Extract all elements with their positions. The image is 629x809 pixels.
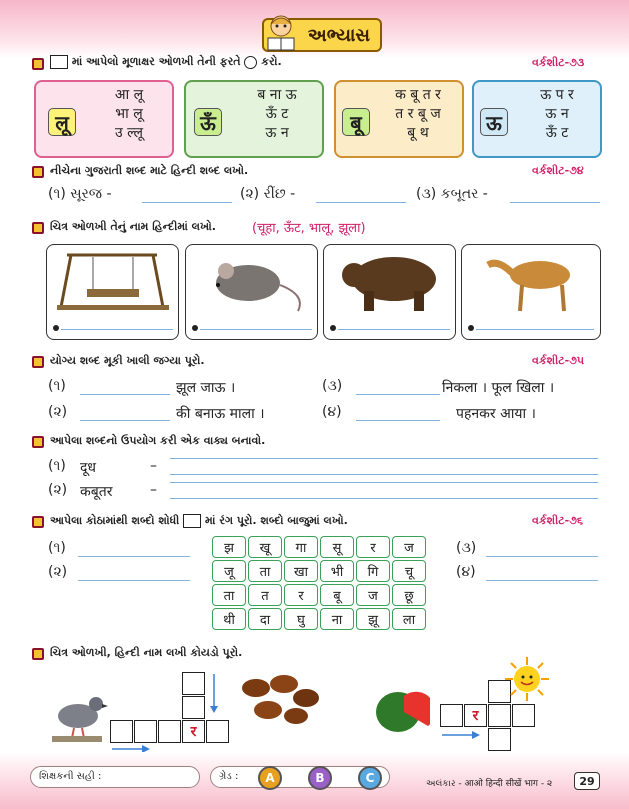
picture-card (461, 244, 601, 340)
section-bullet (32, 436, 44, 448)
given-word: दूध (80, 460, 97, 476)
translate-item: (૧) સૂરજ - (48, 186, 112, 202)
picture-card (323, 244, 456, 340)
page-title-text: અભ્યાસ (307, 24, 370, 46)
picture-answer-line[interactable] (476, 329, 594, 330)
grid-cell[interactable]: छू (392, 584, 426, 606)
grid-cell[interactable]: र (284, 584, 318, 606)
item-number: (૩) (322, 378, 343, 394)
sun-picture (504, 656, 550, 702)
fill-blank[interactable] (356, 394, 440, 395)
section-5-instruction: આપેલા શબ્દનો ઉપયોગ કરી એક વાક્ય બનાવો. (50, 434, 266, 447)
worksheet-label: વર્કશીટ-૭૫ (532, 354, 585, 367)
right-arrow-icon (442, 730, 482, 740)
puzzle-cell[interactable] (134, 720, 157, 743)
word-search-grid (212, 536, 430, 636)
section-bullet (32, 166, 44, 178)
mouse-picture (186, 245, 318, 315)
card-word[interactable]: ऊ न (545, 106, 569, 122)
grid-cell[interactable]: गि (356, 560, 390, 582)
grid-cell[interactable]: भी (320, 560, 354, 582)
fill-blank[interactable] (356, 420, 440, 421)
sentence-text: की बनाऊ माला । (176, 406, 265, 422)
section-2-instruction: નીચેના ગુજરાતી શબ્દ માટે હિન્દી શબ્દ લખો. (50, 164, 249, 177)
worksheet-label: વર્કશીટ-૭૪ (532, 164, 584, 177)
card-lines (372, 86, 464, 143)
grid-cell[interactable]: ज (392, 536, 426, 558)
puzzle-cell[interactable] (182, 696, 205, 719)
section-4-instruction: યોગ્ય શબ્દ મૂકી ખાલી જગ્યા પૂરો. (50, 354, 205, 367)
sentence-line[interactable] (170, 474, 598, 475)
section-6-text-b: માં રંગ પૂરો. શબ્દો બાજુમાં લખો. (205, 514, 348, 527)
word-answer-line[interactable] (78, 580, 190, 581)
card-lines (86, 86, 172, 143)
teacher-signature-box[interactable] (30, 766, 200, 788)
answer-box-icon (183, 514, 201, 528)
puzzle-cell[interactable] (206, 720, 229, 743)
sentence-text: निकला । फूल खिला । (442, 380, 555, 396)
section-6-text-a: આપેલા કોઠામાંથી શબ્દો શોધી (50, 514, 180, 527)
grid-cell[interactable]: थी (212, 608, 246, 630)
grade-a-badge[interactable]: A (258, 766, 282, 790)
circle-icon (244, 56, 257, 69)
grid-cell[interactable]: झ (212, 536, 246, 558)
card-word[interactable]: ऊँ ट (545, 125, 569, 141)
grid-cell[interactable]: दा (248, 608, 282, 630)
book-title: અલંકાર - आओ हिन्दी सीखें भाग - ૨ (426, 779, 553, 789)
section-6-instruction (50, 514, 348, 528)
fill-blank[interactable] (80, 420, 170, 421)
puzzle-cell[interactable] (182, 672, 205, 695)
grid-cell[interactable]: झू (356, 608, 390, 630)
section-bullet (32, 222, 44, 234)
down-arrow-icon (208, 674, 220, 714)
section-7-instruction: ચિત્ર ઓળખી, હિન્દી નામ લખી કોયડો પૂરો. (50, 646, 243, 659)
item-number: (૨) (48, 404, 68, 420)
grid-cell[interactable]: खू (248, 536, 282, 558)
grade-b-badge[interactable]: B (308, 766, 332, 790)
section-bullet (32, 58, 44, 70)
grid-cell[interactable]: गा (284, 536, 318, 558)
grid-cell[interactable]: ज (356, 584, 390, 606)
syllable-card (472, 80, 602, 158)
translate-item: (૩) કબૂતર - (416, 186, 488, 202)
card-big-letter: ऊ (480, 108, 508, 136)
picture-answer-line[interactable] (338, 329, 450, 330)
grid-cell[interactable]: र (356, 536, 390, 558)
card-word[interactable]: ऊ प र (540, 87, 574, 103)
page-number: 29 (574, 772, 600, 790)
card-word[interactable]: ब ना ऊ (257, 87, 297, 103)
section-3-instruction: ચિત્ર ઓળખી તેનું નામ હિન્દીમાં લખો. (50, 220, 216, 233)
puzzle-cell[interactable] (512, 704, 535, 727)
card-word[interactable]: क बू त र (395, 87, 441, 103)
puzzle-cell-given: र (182, 720, 205, 743)
section-bullet (32, 648, 44, 660)
dates-picture (236, 668, 322, 726)
puzzle-cell[interactable] (488, 728, 511, 751)
card-word[interactable]: आ लू (114, 87, 144, 103)
sentence-text: झूल जाऊ । (176, 380, 236, 396)
sentence-text: पहनकर आया । (456, 406, 536, 422)
translate-item: (૨) રીંછ - (240, 186, 296, 202)
word-hint: (चूहा, ऊँट, भालू, झूला) (252, 221, 366, 236)
grade-c-badge[interactable]: C (358, 766, 382, 790)
student-reading-icon (262, 12, 300, 52)
bear-picture (324, 245, 456, 315)
syllable-card (184, 80, 324, 158)
grid-cell[interactable]: जू (212, 560, 246, 582)
syllable-card (34, 80, 174, 158)
puzzle-cell[interactable] (440, 704, 463, 727)
section-1-text-a: માં આપેલો મૂળાક્ષર ઓળખી તેની ફરતે (71, 55, 241, 68)
card-lines (232, 86, 322, 143)
grid-cell[interactable]: बू (320, 584, 354, 606)
section-1-text-b: કરો. (261, 55, 282, 68)
watermelon-picture (374, 690, 430, 734)
fill-blank[interactable] (80, 394, 170, 395)
grid-cell[interactable]: ता (212, 584, 246, 606)
puzzle-cell[interactable] (158, 720, 181, 743)
picture-answer-line[interactable] (61, 329, 173, 330)
card-big-letter: ऊँ (194, 108, 222, 136)
grid-cell[interactable]: ता (248, 560, 282, 582)
word-answer-line[interactable] (78, 556, 190, 557)
grid-cell[interactable]: त (248, 584, 282, 606)
grade-label: ગ્રેડ : (219, 771, 239, 782)
grid-cell[interactable]: सू (320, 536, 354, 558)
pigeon-picture (48, 684, 110, 744)
grid-cell[interactable]: खा (284, 560, 318, 582)
sentence-line[interactable] (170, 482, 598, 483)
worksheet-label: વર્કશીટ-૭૩ (532, 56, 585, 69)
section-1-instruction (50, 55, 282, 69)
item-number: (૪) (322, 404, 342, 420)
picture-card (46, 244, 179, 340)
card-word[interactable]: भा लू (115, 106, 143, 122)
worksheet-label: વર્કશીટ-૭૬ (532, 514, 584, 527)
card-word[interactable]: उ ल्लू (115, 125, 143, 141)
item-number: (૨) (48, 482, 68, 498)
card-word[interactable]: बू थ (407, 125, 429, 141)
card-big-letter: बू (342, 108, 370, 136)
item-number: (૩) (456, 540, 477, 556)
word-answer-line[interactable] (486, 580, 598, 581)
item-number: (૧) (48, 458, 66, 474)
card-word[interactable]: ऊँ ट (265, 106, 289, 122)
card-word[interactable]: त र बू ज (395, 106, 441, 122)
word-answer-line[interactable] (486, 556, 598, 557)
section-bullet (32, 516, 44, 528)
picture-answer-line[interactable] (200, 329, 312, 330)
answer-line[interactable] (142, 202, 232, 203)
item-number: (૪) (456, 564, 476, 580)
puzzle-cell-given: र (464, 704, 487, 727)
card-lines (514, 86, 600, 143)
section-bullet (32, 356, 44, 368)
picture-card (185, 244, 318, 340)
grid-cell[interactable]: ना (320, 608, 354, 630)
grid-cell[interactable]: घु (284, 608, 318, 630)
answer-line[interactable] (316, 202, 406, 203)
dash: – (150, 458, 157, 474)
sentence-line[interactable] (170, 458, 598, 459)
swing-picture (47, 245, 179, 315)
grid-cell[interactable]: ला (392, 608, 426, 630)
puzzle-cell[interactable] (488, 704, 511, 727)
dash: – (150, 482, 157, 498)
item-number: (૧) (48, 378, 66, 394)
syllable-card (334, 80, 464, 158)
sentence-line[interactable] (170, 498, 598, 499)
card-word[interactable]: ऊ न (265, 125, 289, 141)
camel-picture (462, 245, 601, 315)
item-number: (૨) (48, 564, 68, 580)
item-number: (૧) (48, 540, 66, 556)
card-big-letter: लू (48, 108, 76, 136)
puzzle-cell[interactable] (110, 720, 133, 743)
answer-line[interactable] (510, 202, 600, 203)
grid-cell[interactable]: चू (392, 560, 426, 582)
given-word: कबूतर (80, 484, 113, 500)
answer-box-icon (50, 55, 68, 69)
teacher-signature-label: શિક્ષકની સહી : (39, 771, 102, 782)
